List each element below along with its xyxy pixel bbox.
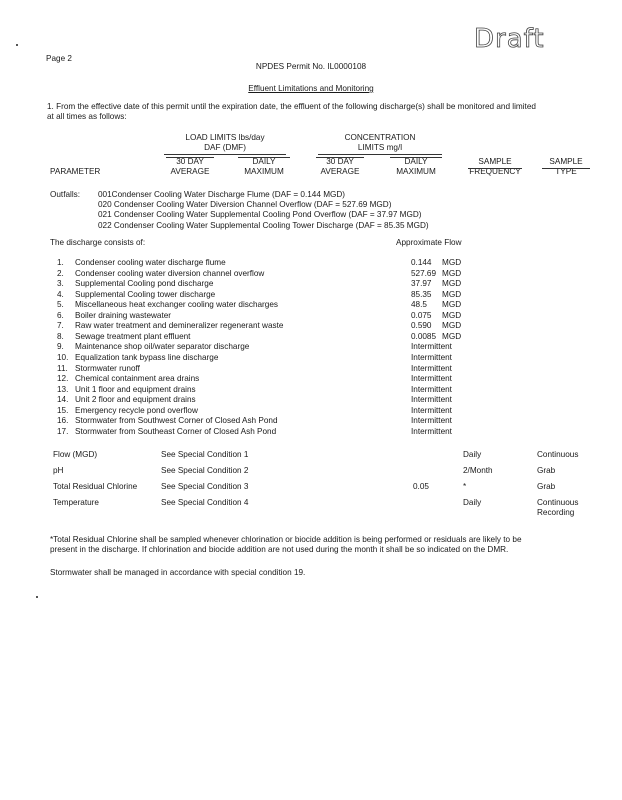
discharge-description: Maintenance shop oil/water separator discharge <box>75 342 250 352</box>
discharge-number: 6. <box>57 310 64 320</box>
discharge-flow: Intermittent <box>411 363 452 373</box>
outfall-021: 021 Condenser Cooling Water Supplemental Cooling Pond Overflow (DAF = 37.97 MGD) <box>98 210 422 219</box>
discharge-description: Stormwater from Southeast Corner of Closed Ash Pond <box>75 426 277 436</box>
parameter-limit: See Special Condition 2 <box>161 466 249 475</box>
thirty-day-conc-line-2: AVERAGE <box>320 167 360 176</box>
outfalls-label: Outfalls: <box>50 190 81 199</box>
discharge-flow: Intermittent <box>411 416 452 426</box>
discharge-number: 4. <box>57 289 64 299</box>
thirty-day-avg-conc-header <box>310 157 370 177</box>
parameter-name: pH <box>53 466 64 475</box>
discharge-number: 15. <box>57 405 69 415</box>
discharge-description: Condenser cooling water discharge flume <box>75 258 226 267</box>
discharge-unit: MGD <box>442 289 462 299</box>
discharge-flow: 0.590 <box>411 321 432 331</box>
daily-max-load-header <box>232 157 296 177</box>
discharge-flow: 527.69 <box>411 268 437 278</box>
discharge-description: Equalization tank bypass line discharge <box>75 352 219 362</box>
discharge-unit: MGD <box>442 279 462 289</box>
discharge-description: Supplemental Cooling pond discharge <box>75 279 214 289</box>
rule-sample-frequency <box>468 168 522 169</box>
daily-load-line-2: MAXIMUM <box>244 167 284 176</box>
daily-load-line-1: DAILY <box>252 157 276 166</box>
footnote-line-2: present in the discharge. If chlorination and biocide addition are not used during the month it shall be so indicated on the DMR. <box>50 545 509 554</box>
outfall-022: 022 Condenser Cooling Water Supplemental Cooling Tower Discharge (DAF = 85.35 MGD) <box>98 221 429 230</box>
stormwater-note: Stormwater shall be managed in accordance with special condition 19. <box>50 568 306 577</box>
permit-title: NPDES Permit No. IL0000108 <box>255 62 367 71</box>
parameter-limit: See Special Condition 1 <box>161 450 249 459</box>
discharge-flow: 0.0085 <box>411 331 437 341</box>
parameter-frequency: Daily <box>463 498 482 507</box>
discharge-number: 10. <box>57 352 69 362</box>
discharge-number: 5. <box>57 300 64 310</box>
discharge-number: 8. <box>57 331 64 341</box>
discharge-description: Sewage treatment plant effluent <box>75 331 191 341</box>
sample-type-line-2: TYPE <box>555 167 577 176</box>
thirty-day-load-line-1: 30 DAY <box>176 157 204 166</box>
load-limits-line-1: LOAD LIMITS lbs/day <box>185 133 265 142</box>
parameter-name: Total Residual Chlorine <box>53 482 138 491</box>
approx-flow-header: Approximate Flow <box>396 238 462 247</box>
load-limits-header <box>160 133 290 153</box>
parameter-sample-type: Continuous <box>537 450 579 459</box>
parameter-name: Flow (MGD) <box>53 450 98 459</box>
footnote-line-1: *Total Residual Chlorine shall be sampled whenever chlorination or biocide addition is being performed or residuals are likely to be <box>50 535 522 544</box>
discharge-unit: MGD <box>442 321 462 331</box>
discharge-flow: Intermittent <box>411 426 452 436</box>
sample-type-line-1: SAMPLE <box>549 157 583 166</box>
discharge-flow: 37.97 <box>411 279 432 289</box>
header-rule-concentration <box>318 154 442 155</box>
thirty-day-conc-line-1: 30 DAY <box>326 157 354 166</box>
rule-30day-load <box>166 157 214 158</box>
scan-speck <box>36 596 38 598</box>
rule-daily-load <box>238 157 290 158</box>
thirty-day-load-line-2: AVERAGE <box>170 167 210 176</box>
parameter-limit: See Special Condition 3 <box>161 482 249 491</box>
rule-30day-conc <box>316 157 364 158</box>
discharge-number: 13. <box>57 384 69 394</box>
discharge-flow: 48.5 <box>411 300 427 310</box>
discharge-intro: The discharge consists of: <box>50 238 146 247</box>
sample-frequency-header <box>460 157 530 177</box>
discharge-flow: 85.35 <box>411 289 432 299</box>
parameter-sample-type: Grab <box>537 482 556 491</box>
scan-speck <box>16 44 18 46</box>
discharge-description: Supplemental Cooling tower discharge <box>75 289 216 299</box>
parameter-sample-type: Recording <box>537 508 575 517</box>
rule-sample-type <box>542 168 590 169</box>
draft-watermark: Draft <box>474 24 545 54</box>
discharge-number: 17. <box>57 426 69 436</box>
discharge-number: 9. <box>57 342 64 352</box>
discharge-unit: MGD <box>442 258 462 267</box>
discharge-number: 14. <box>57 395 69 405</box>
discharge-description: Raw water treatment and demineralizer regenerant waste <box>75 321 284 331</box>
discharge-flow: 0.075 <box>411 310 432 320</box>
daily-conc-line-2: MAXIMUM <box>396 167 436 176</box>
daily-max-conc-header <box>384 157 448 177</box>
intro-line-2: at all times as follows: <box>47 112 127 121</box>
discharge-description: Stormwater runoff <box>75 363 140 373</box>
parameter-sample-type: Continuous <box>537 498 579 507</box>
discharge-number: 11. <box>57 363 68 373</box>
daily-conc-line-1: DAILY <box>404 157 428 166</box>
section-title: Effluent Limitations and Monitoring <box>248 84 374 93</box>
parameter-frequency: 2/Month <box>463 466 493 475</box>
header-rule-load <box>164 154 286 155</box>
sample-frequency-line-2: FREQUENCY <box>469 167 521 176</box>
discharge-flow: Intermittent <box>411 374 452 384</box>
parameter-limit: See Special Condition 4 <box>161 498 249 507</box>
discharge-description: Miscellaneous heat exchanger cooling water discharges <box>75 300 278 310</box>
discharge-number: 2. <box>57 268 64 278</box>
concentration-line-1: CONCENTRATION <box>344 133 416 142</box>
discharge-description: Stormwater from Southwest Corner of Closed Ash Pond <box>75 416 278 426</box>
parameter-value: 0.05 <box>413 482 429 491</box>
thirty-day-avg-load-header <box>160 157 220 177</box>
discharge-flow: Intermittent <box>411 384 452 394</box>
parameter-frequency: * <box>463 482 467 491</box>
discharge-number: 12. <box>57 374 69 384</box>
discharge-number: 3. <box>57 279 64 289</box>
concentration-line-2: LIMITS mg/l <box>357 143 403 152</box>
outfall-020: 020 Condenser Cooling Water Diversion Channel Overflow (DAF = 527.69 MGD) <box>98 200 392 209</box>
parameter-name: Temperature <box>53 498 99 507</box>
parameter-header: PARAMETER <box>50 167 101 176</box>
parameter-frequency: Daily <box>463 450 482 459</box>
discharge-unit: MGD <box>442 268 462 278</box>
discharge-unit: MGD <box>442 331 462 341</box>
discharge-unit: MGD <box>442 310 462 320</box>
sample-frequency-line-1: SAMPLE <box>478 157 512 166</box>
discharge-number: 1. <box>57 258 64 267</box>
discharge-flow: Intermittent <box>411 395 452 405</box>
discharge-description: Unit 1 floor and equipment drains <box>75 384 196 394</box>
sample-type-header <box>538 157 594 177</box>
discharge-description: Boiler draining wastewater <box>75 310 172 320</box>
intro-line-1: 1. From the effective date of this permit until the expiration date, the effluent of the following discharge(s) shall be monitored and limited <box>47 102 536 111</box>
discharge-number: 7. <box>57 321 64 331</box>
discharge-number: 16. <box>57 416 69 426</box>
parameter-sample-type: Grab <box>537 466 556 475</box>
discharge-description: Chemical containment area drains <box>75 374 200 384</box>
discharge-flow: Intermittent <box>411 352 452 362</box>
page-label: Page 2 <box>46 54 72 63</box>
rule-daily-conc <box>390 157 442 158</box>
discharge-description: Emergency recycle pond overflow <box>75 405 198 415</box>
concentration-header <box>315 133 445 153</box>
outfall-001: 001Condenser Cooling Water Discharge Flume (DAF = 0.144 MGD) <box>98 190 346 199</box>
discharge-unit: MGD <box>442 300 462 310</box>
load-limits-line-2: DAF (DMF) <box>204 143 246 152</box>
discharge-flow: Intermittent <box>411 405 452 415</box>
discharge-description: Unit 2 floor and equipment drains <box>75 395 196 405</box>
discharge-flow: Intermittent <box>411 342 452 352</box>
discharge-description: Condenser cooling water diversion channel overflow <box>75 268 265 278</box>
discharge-flow: 0.144 <box>411 258 432 267</box>
